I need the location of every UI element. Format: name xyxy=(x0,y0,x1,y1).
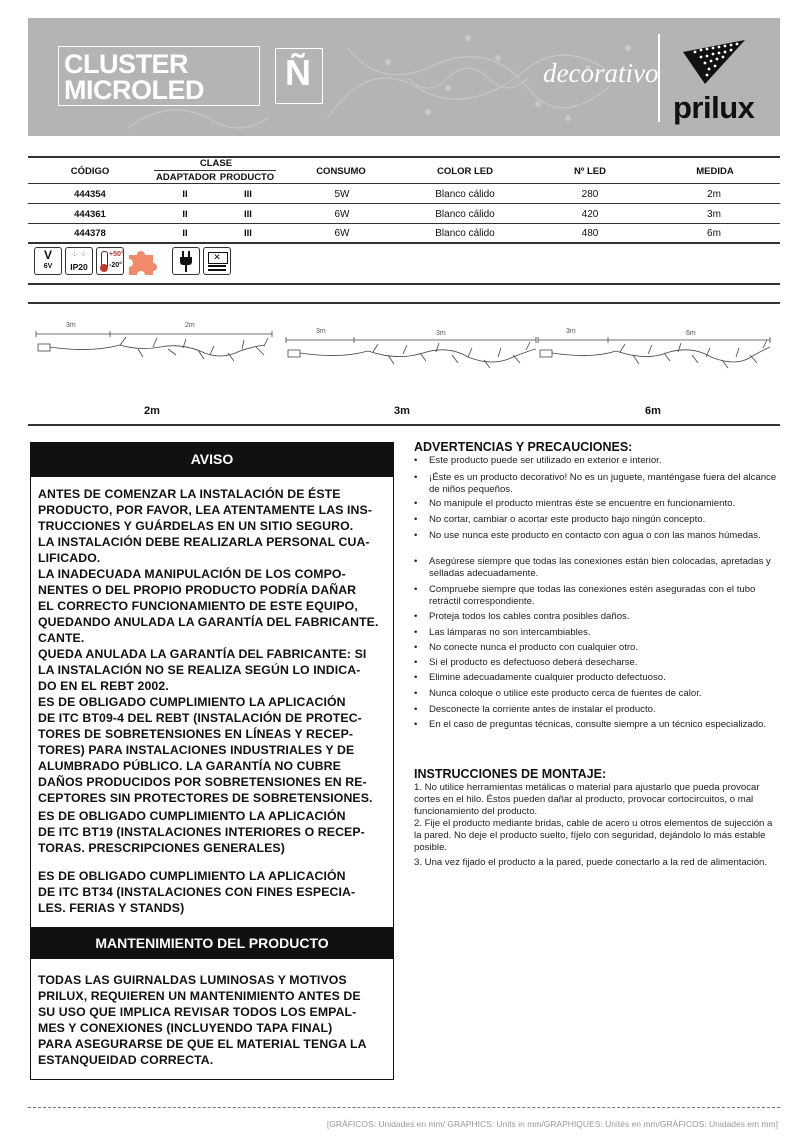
product-title-line2: MICROLED xyxy=(64,75,204,105)
advertencia-item: • No manipule el producto mientras éste se encuentre en funcionamiento. xyxy=(414,498,736,509)
cell-nled: 420 xyxy=(581,209,599,220)
cell-codigo: 444378 xyxy=(74,228,106,239)
temp-low: -20° xyxy=(109,262,122,269)
length-diagrams xyxy=(28,315,788,405)
table-bottom-rule xyxy=(28,242,780,244)
ip-rating-icon: ⁘ ⁘ IP20 xyxy=(65,247,93,275)
col-header-consumo: CONSUMO xyxy=(316,166,366,177)
cell-color: Blanco cálido xyxy=(435,228,495,239)
cell-adaptador: II xyxy=(182,209,188,220)
advertencia-item: • ¡Éste es un producto decorativo! No es un juguete, manténgase fuera del alcance de niños pequeños. xyxy=(414,472,777,495)
advertencia-item: • No conecte nunca el producto con cualquier otro. xyxy=(414,642,639,653)
advertencia-item: • Compruebe siempre que todas las conexiones estén aseguradas con el tubo retráctil correspondiente. xyxy=(414,584,756,607)
cell-color: Blanco cálido xyxy=(435,189,495,200)
cell-color: Blanco cálido xyxy=(435,209,495,220)
aviso-line: ES DE OBLIGADO CUMPLIMIENTO LA APLICACIÓN xyxy=(38,869,346,883)
aviso-line: ES DE OBLIGADO CUMPLIMIENTO LA APLICACIÓN xyxy=(38,809,346,823)
cell-producto: III xyxy=(244,228,252,239)
aviso-line: TORES) PARA INSTALACIONES INDUSTRIALES Y DE xyxy=(38,743,355,757)
aviso-line: LA INSTALACIÓN NO SE REALIZA SEGÚN LO INDICA- xyxy=(38,663,361,677)
advertencia-item: • Las lámparas no son intercambiables. xyxy=(414,627,591,638)
aviso-line: ALUMBRADO PÚBLICO. LA GARANTÍA NO CUBRE xyxy=(38,759,341,773)
temperature-icon xyxy=(96,247,124,275)
voltage-icon: V 6V xyxy=(34,247,62,275)
mantenimiento-line: PARA ASEGURARSE DE QUE EL MATERIAL TENGA LA xyxy=(38,1037,367,1051)
aviso-line: DE ITC BT34 (INSTALACIONES CON FINES ESPECIA- xyxy=(38,885,356,899)
row-rule xyxy=(28,223,780,224)
subtitle: decorativo xyxy=(543,58,659,88)
diagram-cable-label: 3m xyxy=(566,328,576,335)
cell-producto: III xyxy=(244,189,252,200)
footer-note: [GRÁFICOS: Unidades en mm/ GRAPHICS: Units in mm/GRAPHIQUES: Unités en mm/GRÁFICOS: Unidades em mm] xyxy=(326,1119,778,1129)
col-header-medida: MEDIDA xyxy=(696,166,734,177)
transformer-icon: ✕ xyxy=(203,247,231,275)
cell-nled: 280 xyxy=(581,189,599,200)
brand-name: prilux xyxy=(673,90,755,125)
col-header-color: COLOR LED xyxy=(437,166,493,177)
icons-bottom-rule xyxy=(28,283,780,285)
mantenimiento-line: PRILUX, REQUIEREN UN MANTENIMIENTO ANTES DE xyxy=(38,989,361,1003)
mantenimiento-line: SU USO QUE IMPLICA REVISAR TODOS LOS EMPAL- xyxy=(38,1005,357,1019)
cell-nled: 480 xyxy=(581,228,599,239)
diagram-length-2m: 2m xyxy=(144,405,160,417)
cell-adaptador: II xyxy=(182,228,188,239)
advertencia-item: • Elimine adecuadamente cualquier producto defectuoso. xyxy=(414,672,666,683)
table-top-rule xyxy=(28,156,780,158)
col-header-producto: PRODUCTO xyxy=(219,172,275,183)
ip-value: IP20 xyxy=(70,262,88,272)
advertencia-item: • En el caso de preguntas técnicas, consulte siempre a un técnico especializado. xyxy=(414,719,767,730)
aviso-line: QUEDANDO ANULADA LA GARANTÍA DEL FABRICANTE. xyxy=(38,615,379,629)
diagram-cable-label: 3m xyxy=(316,328,326,335)
banner-divider xyxy=(658,34,660,122)
aviso-line: DE ITC BT19 (INSTALACIONES INTERIORES O RECEP- xyxy=(38,825,365,839)
diagram-lights-label: 2m xyxy=(185,322,195,329)
cell-medida: 2m xyxy=(707,189,721,200)
instruccion-item: 3. Una vez fijado el producto a la pared, puede conectarlo a la red de alimentación. xyxy=(414,857,768,868)
aviso-line: DAÑOS PRODUCIDOS POR SOBRETENSIONES EN RE- xyxy=(38,775,367,789)
connectable-puzzle-icon xyxy=(127,245,159,277)
plug-icon xyxy=(172,247,200,275)
advertencia-item: • Nunca coloque o utilice este producto cerca de fuentes de calor. xyxy=(414,688,702,699)
aviso-line: ES DE OBLIGADO CUMPLIMIENTO LA APLICACIÓN xyxy=(38,695,346,709)
advertencia-item: • No cortar, cambiar o acortar este producto bajo ningún concepto. xyxy=(414,514,706,525)
aviso-line: ANTES DE COMENZAR LA INSTALACIÓN DE ÉSTE xyxy=(38,487,341,501)
clase-rule xyxy=(154,170,276,171)
cell-medida: 6m xyxy=(707,228,721,239)
diagram-cable-label: 3m xyxy=(66,322,76,329)
aviso-line: PRODUCTO, POR FAVOR, LEA ATENTAMENTE LAS INS- xyxy=(38,503,373,517)
advertencia-item: • Proteja todos los cables contra posibles daños. xyxy=(414,611,630,622)
aviso-line: QUEDA ANULADA LA GARANTÍA DEL FABRICANTE: SI xyxy=(38,647,367,661)
cell-consumo: 5W xyxy=(334,189,350,200)
advertencia-item: • No use nunca este producto en contacto con agua o con las manos húmedas. xyxy=(414,530,761,541)
instruccion-item: 1. No utilice herramientas metálicas o material para ajustarlo que pueda provocar cortes en el hilo. Éstos pueden dañar al producto, provocar cortocircuitos, o mal funcionamiento del producto. xyxy=(414,782,760,817)
advertencia-item: • Desconecte la corriente antes de instalar el producto. xyxy=(414,704,656,715)
aviso-heading: AVISO xyxy=(30,442,394,477)
aviso-line: LIFICADO. xyxy=(38,551,101,565)
aviso-line: CEPTORES SIN PROTECTORES DE SOBRETENSIONES. xyxy=(38,791,373,805)
mantenimiento-heading: MANTENIMIENTO DEL PRODUCTO xyxy=(30,927,394,959)
cell-consumo: 6W xyxy=(334,228,350,239)
col-header-clase: CLASE xyxy=(199,158,233,169)
aviso-line: TRUCCIONES Y GUÁRDELAS EN UN SITIO SEGURO. xyxy=(38,519,354,533)
instrucciones-heading: INSTRUCCIONES DE MONTAJE: xyxy=(414,767,607,781)
col-header-adaptador: ADAPTADOR xyxy=(156,172,216,183)
cell-codigo: 444361 xyxy=(74,209,106,220)
cell-adaptador: II xyxy=(182,189,188,200)
voltage-value: 6V xyxy=(43,263,53,270)
mantenimiento-line: MES Y CONEXIONES (INCLUYENDO TAPA FINAL) xyxy=(38,1021,333,1035)
row-rule xyxy=(28,203,780,204)
advertencia-item: • Este producto puede ser utilizado en exterior e interior. xyxy=(414,455,662,466)
header-rule xyxy=(28,183,780,184)
aviso-line: EL CORRECTO FUNCIONAMIENTO DE ESTE EQUIPO, xyxy=(38,599,358,613)
prilux-logo-icon xyxy=(681,38,747,86)
col-header-nled: Nº LED xyxy=(574,166,606,177)
col-header-codigo: CÓDIGO xyxy=(70,166,110,177)
instruccion-item: 2. Fije el producto mediante bridas, cable de acero u otros elementos de sujección a la pared. No deje el producto suelto, fíjelo con seguridad, dejándolo lo más estable posible. xyxy=(414,818,773,853)
cell-consumo: 6W xyxy=(334,209,350,220)
diagram-top-rule xyxy=(28,302,780,304)
cell-codigo: 444354 xyxy=(74,189,106,200)
advertencia-item: • Asegúrese siempre que todas las conexiones están bien colocadas, apretadas y selladas adecuadamente. xyxy=(414,556,771,579)
mantenimiento-line: ESTANQUEIDAD CORRECTA. xyxy=(38,1053,214,1067)
aviso-line: LES. FERIAS Y STANDS) xyxy=(38,901,185,915)
diagram-length-6m: 6m xyxy=(645,405,661,417)
temp-high: +50° xyxy=(109,251,124,258)
advertencias-heading: ADVERTENCIAS Y PRECAUCIONES: xyxy=(414,440,633,454)
aviso-line: DE ITC BT09-4 DEL REBT (INSTALACIÓN DE PROTEC- xyxy=(38,711,362,725)
diagram-lights-label: 3m xyxy=(436,330,446,337)
cell-producto: III xyxy=(244,209,252,220)
diagram-length-3m: 3m xyxy=(394,405,410,417)
cell-medida: 3m xyxy=(707,209,721,220)
aviso-line: CANTE. xyxy=(38,631,85,645)
aviso-line: LA INSTALACIÓN DEBE REALIZARLA PERSONAL CUA- xyxy=(38,535,370,549)
diagram-lights-label: 6m xyxy=(686,330,696,337)
footer-divider xyxy=(28,1107,780,1108)
aviso-line: NENTES O DEL PROPIO PRODUCTO PODRÍA DAÑAR xyxy=(38,583,357,597)
product-title-line1: CLUSTER xyxy=(64,49,188,79)
aviso-line: TORES DE SOBRETENSIONES EN LÍNEAS Y RECEP- xyxy=(38,727,354,741)
aviso-line: TORAS. PRESCRIPCIONES GENERALES) xyxy=(38,841,285,855)
mantenimiento-line: TODAS LAS GUIRNALDAS LUMINOSAS Y MOTIVOS xyxy=(38,973,347,987)
advertencia-item: • Si el producto es defectuoso deberá desecharse. xyxy=(414,657,638,668)
diagram-bottom-rule xyxy=(28,424,780,426)
aviso-line: LA INADECUADA MANIPULACIÓN DE LOS COMPO- xyxy=(38,567,346,581)
language-letter: Ñ xyxy=(285,52,311,93)
aviso-line: DO EN EL REBT 2002. xyxy=(38,679,169,693)
